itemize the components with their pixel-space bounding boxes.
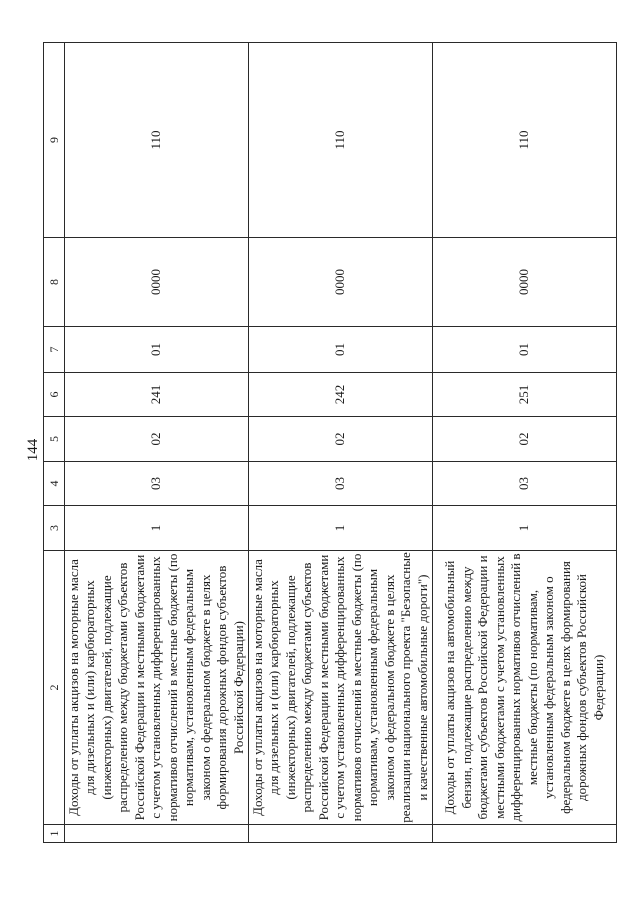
row-code-element: 01 xyxy=(433,327,617,373)
row-description: Доходы от уплаты акцизов на автомобильный бензин, подлежащие распределению между бюджетами субъектов Российской Федерации и местными бюджетами с учетом установленных дифференцированных нормативов отчислений в местные бюджеты (по нормативам, установленным федеральным законом о федеральном бюджете в целях формирования дорожных фондов субъектов Российской Федерации) xyxy=(433,551,617,825)
row-code-subgroup: 03 xyxy=(433,462,617,506)
header-col-4: 4 xyxy=(44,462,65,506)
row-code-cell xyxy=(65,825,249,843)
table-row xyxy=(433,43,617,843)
header-col-8: 8 xyxy=(44,238,65,327)
row-code-economic: 110 xyxy=(433,43,617,238)
row-code-group: 1 xyxy=(249,506,433,551)
row-code-economic: 110 xyxy=(65,43,249,238)
row-code-cell xyxy=(249,825,433,843)
header-col-3: 3 xyxy=(44,506,65,551)
row-code-subgroup: 03 xyxy=(65,462,249,506)
row-code-article: 02 xyxy=(65,417,249,462)
row-code-program: 0000 xyxy=(433,238,617,327)
row-code-subarticle: 242 xyxy=(249,373,433,417)
row-code-program: 0000 xyxy=(249,238,433,327)
header-col-5: 5 xyxy=(44,417,65,462)
header-col-6: 6 xyxy=(44,373,65,417)
header-col-7: 7 xyxy=(44,327,65,373)
table-row xyxy=(65,43,249,843)
row-code-subarticle: 251 xyxy=(433,373,617,417)
row-code-subgroup: 03 xyxy=(249,462,433,506)
row-code-element: 01 xyxy=(249,327,433,373)
header-row xyxy=(44,43,65,843)
budget-classification-table xyxy=(43,42,617,843)
row-description: Доходы от уплаты акцизов на моторные масла для дизельных и (или) карбюраторных (инжекторных) двигателей, подлежащие распределению между бюджетами субъектов Российской Федерации и местными бюджетами с учетом установленных дифференцированных нормативов отчислений в местные бюджеты (по нормативам, установленным федеральным законом о федеральном бюджете в целях реализации национального проекта "Безопасные и качественные автомобильные дороги") xyxy=(249,551,433,825)
row-code-subarticle: 241 xyxy=(65,373,249,417)
row-code-element: 01 xyxy=(65,327,249,373)
page-number: 144 xyxy=(25,438,41,462)
row-code-program: 0000 xyxy=(65,238,249,327)
header-col-2: 2 xyxy=(44,551,65,825)
row-code-article: 02 xyxy=(433,417,617,462)
header-col-1: 1 xyxy=(44,825,65,843)
row-code-group: 1 xyxy=(65,506,249,551)
row-description: Доходы от уплаты акцизов на моторные масла для дизельных и (или) карбюраторных (инжекторных) двигателей, подлежащие распределению между бюджетами субъектов Российской Федерации и местными бюджетами с учетом установленных дифференцированных нормативов отчислений в местные бюджеты (по нормативам, установленным федеральным законом о федеральном бюджете в целях формирования дорожных фондов субъектов Российской Федерации) xyxy=(65,551,249,825)
row-code-group: 1 xyxy=(433,506,617,551)
row-code-economic: 110 xyxy=(249,43,433,238)
header-col-9: 9 xyxy=(44,43,65,238)
table-row xyxy=(249,43,433,843)
row-code-article: 02 xyxy=(249,417,433,462)
row-code-cell xyxy=(433,825,617,843)
rotated-table-wrapper xyxy=(43,43,616,843)
